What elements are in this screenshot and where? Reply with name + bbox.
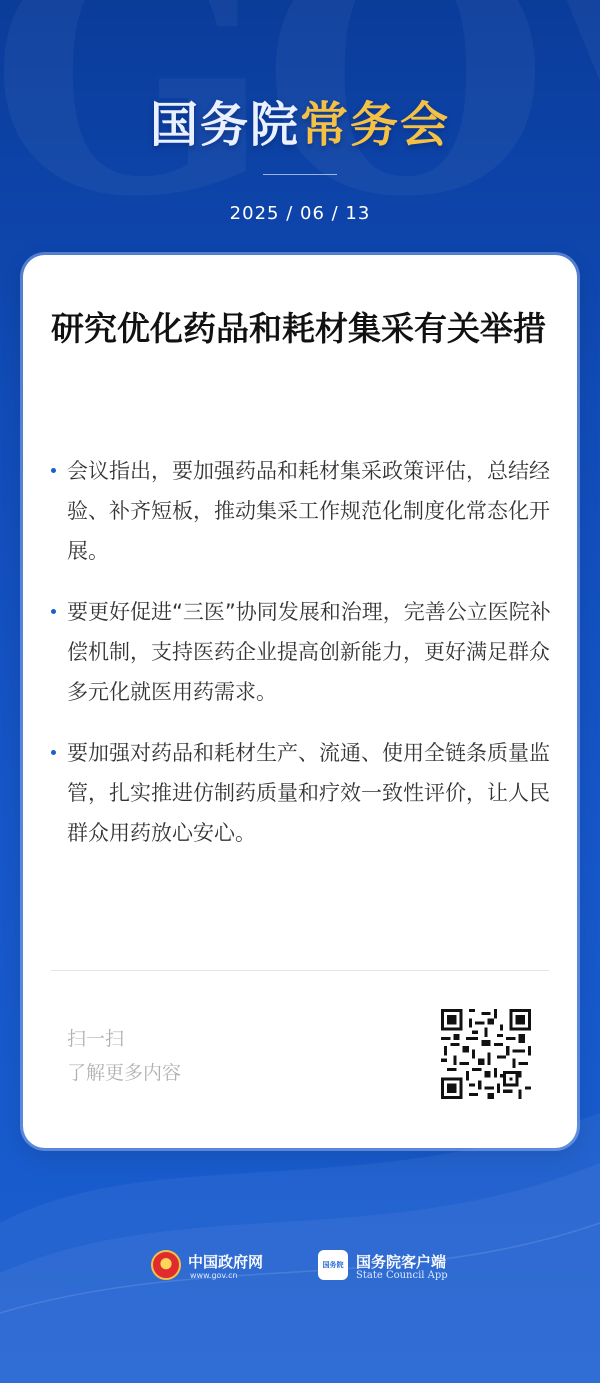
national-emblem-icon	[151, 1250, 181, 1280]
list-item	[51, 451, 561, 571]
list-item	[51, 733, 561, 853]
bullet-dot-icon	[51, 609, 56, 614]
gov-site-name: 中国政府网	[188, 1253, 264, 1271]
list-item-text: 会议指出，要加强药品和耗材集采政策评估，总结经验、补齐短板，推动集采工作规范化制度化常态化开展。	[67, 459, 550, 563]
bullet-list	[51, 451, 561, 874]
list-item-text: 要更好促进“三医”协同发展和治理，完善公立医院补偿机制，支持医药企业提高创新能力，更好满足群众多元化就医用药需求。	[67, 600, 551, 704]
scan-prompt	[67, 1022, 181, 1090]
title-state-council: 国务院	[149, 97, 300, 153]
qr-code-icon[interactable]	[441, 1009, 531, 1099]
app-name: 国务院客户端	[356, 1253, 447, 1271]
app-english-name: State Council App	[356, 1270, 448, 1281]
scan-line-2: 了解更多内容	[67, 1062, 182, 1084]
header-divider	[263, 174, 337, 175]
list-item	[51, 592, 561, 712]
gov-site-url[interactable]: www.gov.cn	[190, 1271, 238, 1280]
meeting-date: 2025 / 06 / 13	[229, 203, 371, 224]
title-executive-meeting: 常务会	[300, 97, 451, 153]
content-card	[23, 255, 577, 1148]
footer	[0, 1250, 600, 1286]
list-item-text: 要加强对药品和耗材生产、流通、使用全链条质量监管，扎实推进仿制药质量和疗效一致性评价，让人民群众用药放心安心。	[67, 741, 550, 845]
page-title	[0, 86, 600, 155]
card-title: 研究优化药品和耗材集采有关举措	[51, 309, 546, 348]
scan-line-1: 扫一扫	[67, 1028, 125, 1050]
bullet-dot-icon	[51, 750, 56, 755]
bullet-dot-icon	[51, 468, 56, 473]
card-divider	[51, 970, 549, 971]
state-council-app-icon: 国务院	[318, 1250, 348, 1280]
